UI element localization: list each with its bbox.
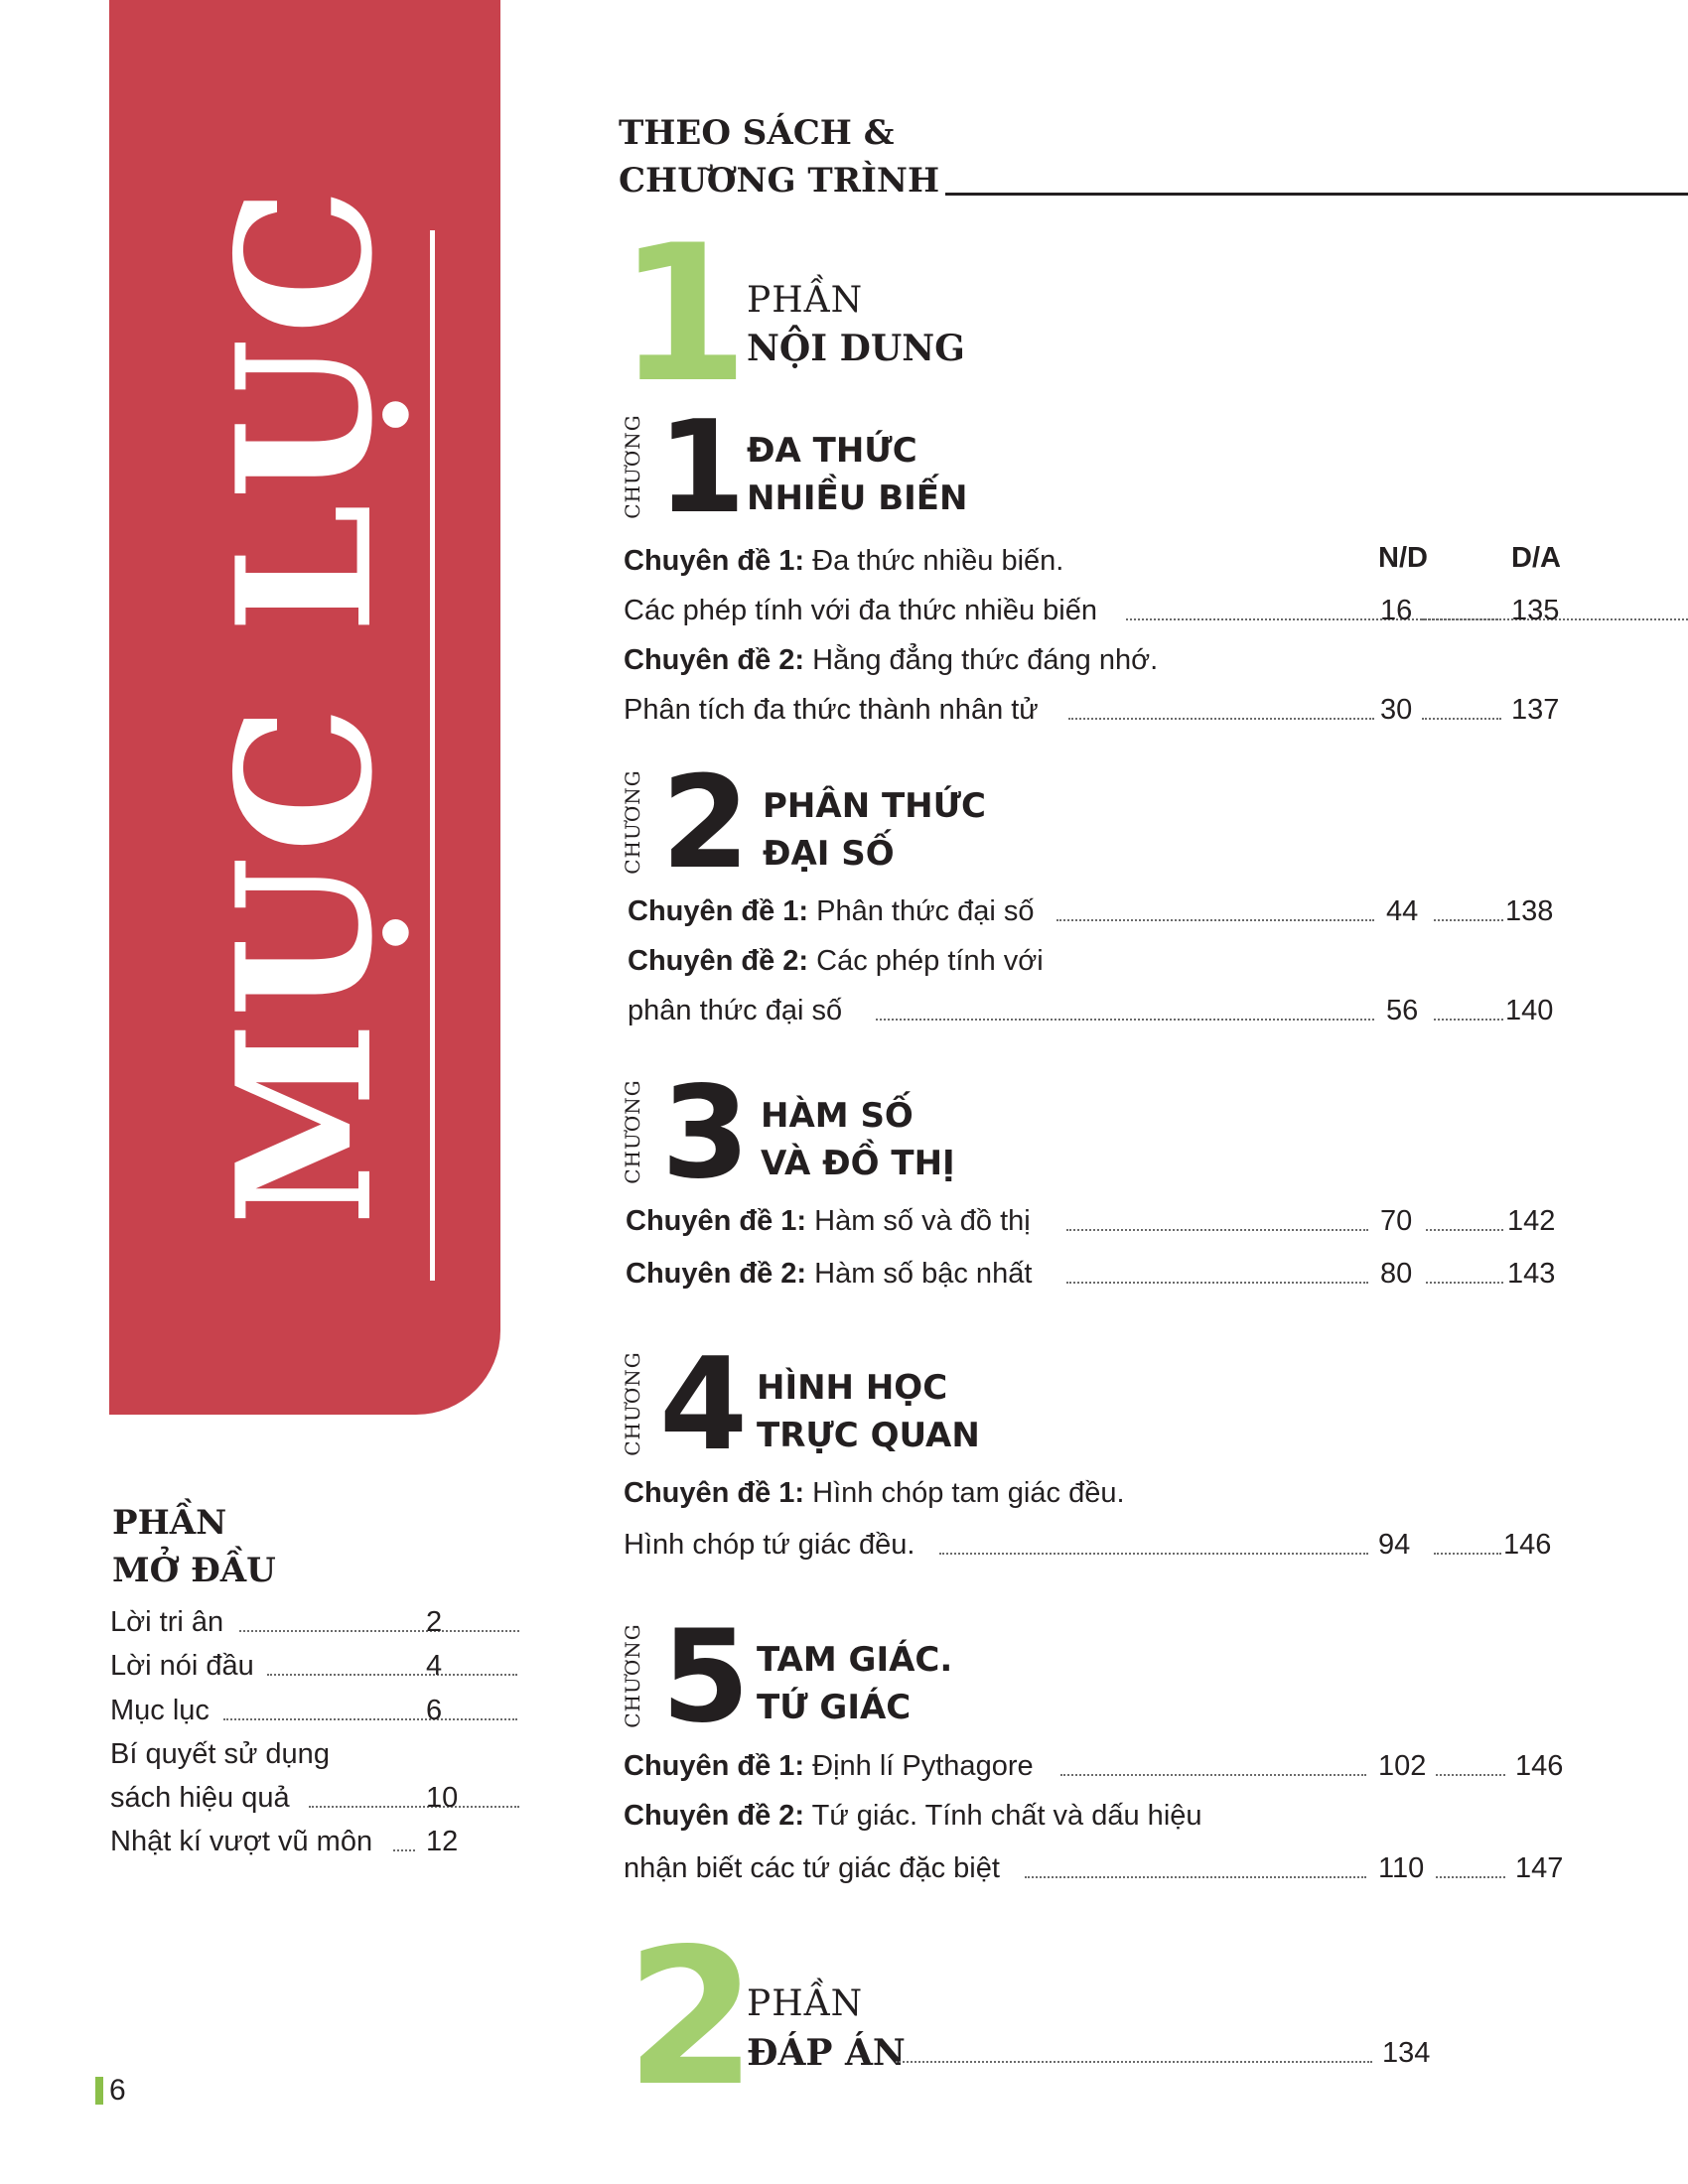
row-da-page: 138 (1505, 895, 1554, 927)
toc-row[interactable] (624, 1744, 1597, 1788)
intro-item[interactable] (110, 1776, 468, 1820)
row-text: Chuyên đề 1: Hàm số và đồ thị (626, 1205, 1031, 1237)
intro-item-label: Mục lục (110, 1695, 210, 1726)
intro-item-label: Lời nói đầu (110, 1650, 254, 1682)
dot-leader (1426, 1282, 1503, 1284)
column-heading-nd: N/D (1378, 542, 1428, 574)
row-text: Hình chóp tứ giác đều. (624, 1529, 915, 1561)
intro-item-label: Bí quyết sử dụng (110, 1738, 330, 1770)
header-line-1: THEO SÁCH & (619, 113, 895, 153)
row-nd-page: 70 (1380, 1205, 1413, 1237)
dot-leader (1066, 1282, 1368, 1284)
chapter-4-title-2: TRỰC QUAN (757, 1416, 980, 1455)
intro-heading-1: PHẦN (112, 1503, 227, 1543)
row-da-page: 143 (1507, 1258, 1556, 1290)
toc-row[interactable] (747, 2025, 1442, 2075)
dot-leader (1422, 618, 1501, 620)
toc-row[interactable] (624, 1794, 1597, 1838)
page-title: MỤC LỤC (196, 184, 413, 1226)
page-marker (95, 2077, 103, 2105)
row-text: Chuyên đề 2: Các phép tính với (628, 945, 1044, 977)
row-nd-page: 30 (1380, 694, 1413, 726)
chapter-3-title-1: HÀM SỐ (761, 1096, 914, 1136)
dot-leader (1434, 1553, 1501, 1555)
chapter-label: CHƯƠNG (621, 769, 644, 875)
chapter-1-title-1: ĐA THỨC (747, 431, 917, 471)
intro-item-label: Lời tri ân (110, 1606, 224, 1638)
dot-leader (1436, 1876, 1505, 1878)
dot-leader (1068, 718, 1374, 720)
dot-leader (309, 1806, 519, 1808)
intro-item[interactable] (110, 1820, 468, 1863)
intro-item[interactable] (110, 1600, 448, 1644)
row-nd-page: 44 (1386, 895, 1419, 927)
dot-leader (1434, 919, 1503, 921)
dot-leader (1025, 1876, 1366, 1878)
chapter-4-number: 4 (659, 1331, 749, 1479)
chapter-1-title-2: NHIỀU BIẾN (747, 478, 968, 518)
dot-leader (1060, 1774, 1366, 1776)
intro-item[interactable] (110, 1689, 448, 1732)
dot-leader (393, 1849, 415, 1851)
row-text: Chuyên đề 1: Hình chóp tam giác đều. (624, 1477, 1125, 1509)
chapter-2-title-1: PHÂN THỨC (763, 786, 986, 826)
chapter-5-title-1: TAM GIÁC. (757, 1640, 953, 1680)
part-2-name: ĐÁP ÁN (747, 2032, 906, 2074)
toc-row[interactable] (624, 589, 1577, 632)
toc-row[interactable] (624, 1846, 1597, 1890)
toc-row[interactable] (624, 638, 1577, 682)
chapter-4-title-1: HÌNH HỌC (757, 1368, 948, 1408)
row-da-page: 135 (1511, 595, 1560, 626)
dot-leader (1434, 1019, 1503, 1021)
page-number: 6 (109, 2074, 126, 2107)
chapter-label: CHƯƠNG (621, 1079, 644, 1184)
row-nd-page: 80 (1380, 1258, 1413, 1290)
part-1-name: NỘI DUNG (747, 328, 965, 369)
intro-item-page: 10 (426, 1782, 459, 1814)
intro-item-page: 6 (426, 1695, 443, 1726)
intro-item-page: 4 (426, 1650, 443, 1682)
dot-leader (239, 1630, 519, 1632)
intro-item-label: Nhật kí vượt vũ môn (110, 1826, 373, 1857)
row-text: Các phép tính với đa thức nhiều biến (624, 595, 1097, 626)
header-line-2: CHƯƠNG TRÌNH (619, 161, 940, 201)
header-rule (945, 193, 1688, 196)
row-nd-page: 16 (1380, 595, 1413, 626)
intro-heading-2: MỞ ĐẦU (112, 1551, 276, 1590)
toc-row[interactable] (626, 1199, 1579, 1243)
row-nd-page: 56 (1386, 995, 1419, 1026)
toc-row[interactable] (624, 1471, 1577, 1515)
dot-leader (1422, 718, 1501, 720)
dot-leader (1056, 919, 1374, 921)
dot-leader (1436, 1774, 1505, 1776)
row-da-page: 147 (1515, 1852, 1564, 1884)
chapter-5-number: 5 (661, 1603, 751, 1751)
intro-item-page: 2 (426, 1606, 443, 1638)
row-da-page: 142 (1507, 1205, 1556, 1237)
intro-item[interactable] (110, 1644, 448, 1688)
chapter-2-number: 2 (661, 750, 751, 897)
dot-leader (267, 1674, 517, 1676)
intro-item-label: sách hiệu quả (110, 1782, 290, 1814)
chapter-label: CHƯƠNG (621, 1623, 644, 1728)
column-heading-da: D/A (1511, 542, 1561, 574)
dot-leader (1066, 1229, 1368, 1231)
part-1-word: PHẦN (747, 280, 864, 321)
dot-leader (876, 1019, 1374, 1021)
part-2-word: PHẦN (747, 1983, 864, 2024)
dot-leader (896, 2061, 1372, 2063)
toc-row[interactable] (628, 989, 1581, 1032)
row-text: Chuyên đề 2: Tứ giác. Tính chất và dấu hiệu (624, 1800, 1202, 1832)
row-text: nhận biết các tứ giác đặc biệt (624, 1852, 1000, 1884)
row-text: Chuyên đề 2: Hàm số bậc nhất (626, 1258, 1033, 1290)
chapter-5-title-2: TỨ GIÁC (757, 1688, 912, 1727)
dot-leader (939, 1553, 1368, 1555)
row-text: Phân tích đa thức thành nhân tử (624, 694, 1039, 726)
part-1-number: 1 (618, 205, 750, 424)
chapter-2-title-2: ĐẠI SỐ (763, 834, 895, 874)
row-da-page: 137 (1511, 694, 1560, 726)
row-text: Chuyên đề 1: Đa thức nhiều biến. (624, 545, 1064, 577)
intro-item[interactable] (110, 1732, 448, 1776)
chapter-label: CHƯƠNG (621, 1351, 644, 1456)
chapter-3-title-2: VÀ ĐỒ THỊ (761, 1144, 955, 1183)
intro-item-page: 12 (426, 1826, 459, 1857)
chapter-3-number: 3 (661, 1059, 751, 1207)
banner-divider (430, 230, 435, 1281)
row-nd-page: 94 (1378, 1529, 1411, 1561)
row-text: phân thức đại số (628, 995, 843, 1026)
row-da-page: 146 (1503, 1529, 1552, 1561)
toc-row[interactable] (624, 539, 1577, 583)
part-2-page: 134 (1382, 2037, 1431, 2069)
chapter-1-number: 1 (657, 394, 747, 542)
toc-row[interactable] (628, 939, 1581, 983)
row-nd-page: 102 (1378, 1750, 1427, 1782)
toc-row[interactable] (624, 688, 1577, 732)
toc-row[interactable] (626, 1252, 1579, 1296)
dot-leader (1426, 1229, 1503, 1231)
row-text: Chuyên đề 2: Hằng đẳng thức đáng nhớ. (624, 644, 1159, 676)
part-2-number: 2 (626, 1908, 758, 2127)
row-text: Chuyên đề 1: Phân thức đại số (628, 895, 1035, 927)
row-da-page: 140 (1505, 995, 1554, 1026)
toc-row[interactable] (624, 1523, 1577, 1567)
row-nd-page: 110 (1378, 1852, 1425, 1884)
dot-leader (223, 1718, 517, 1720)
toc-row[interactable] (628, 889, 1581, 933)
row-da-page: 146 (1515, 1750, 1564, 1782)
row-text: Chuyên đề 1: Định lí Pythagore (624, 1750, 1034, 1782)
chapter-label: CHƯƠNG (621, 414, 644, 519)
